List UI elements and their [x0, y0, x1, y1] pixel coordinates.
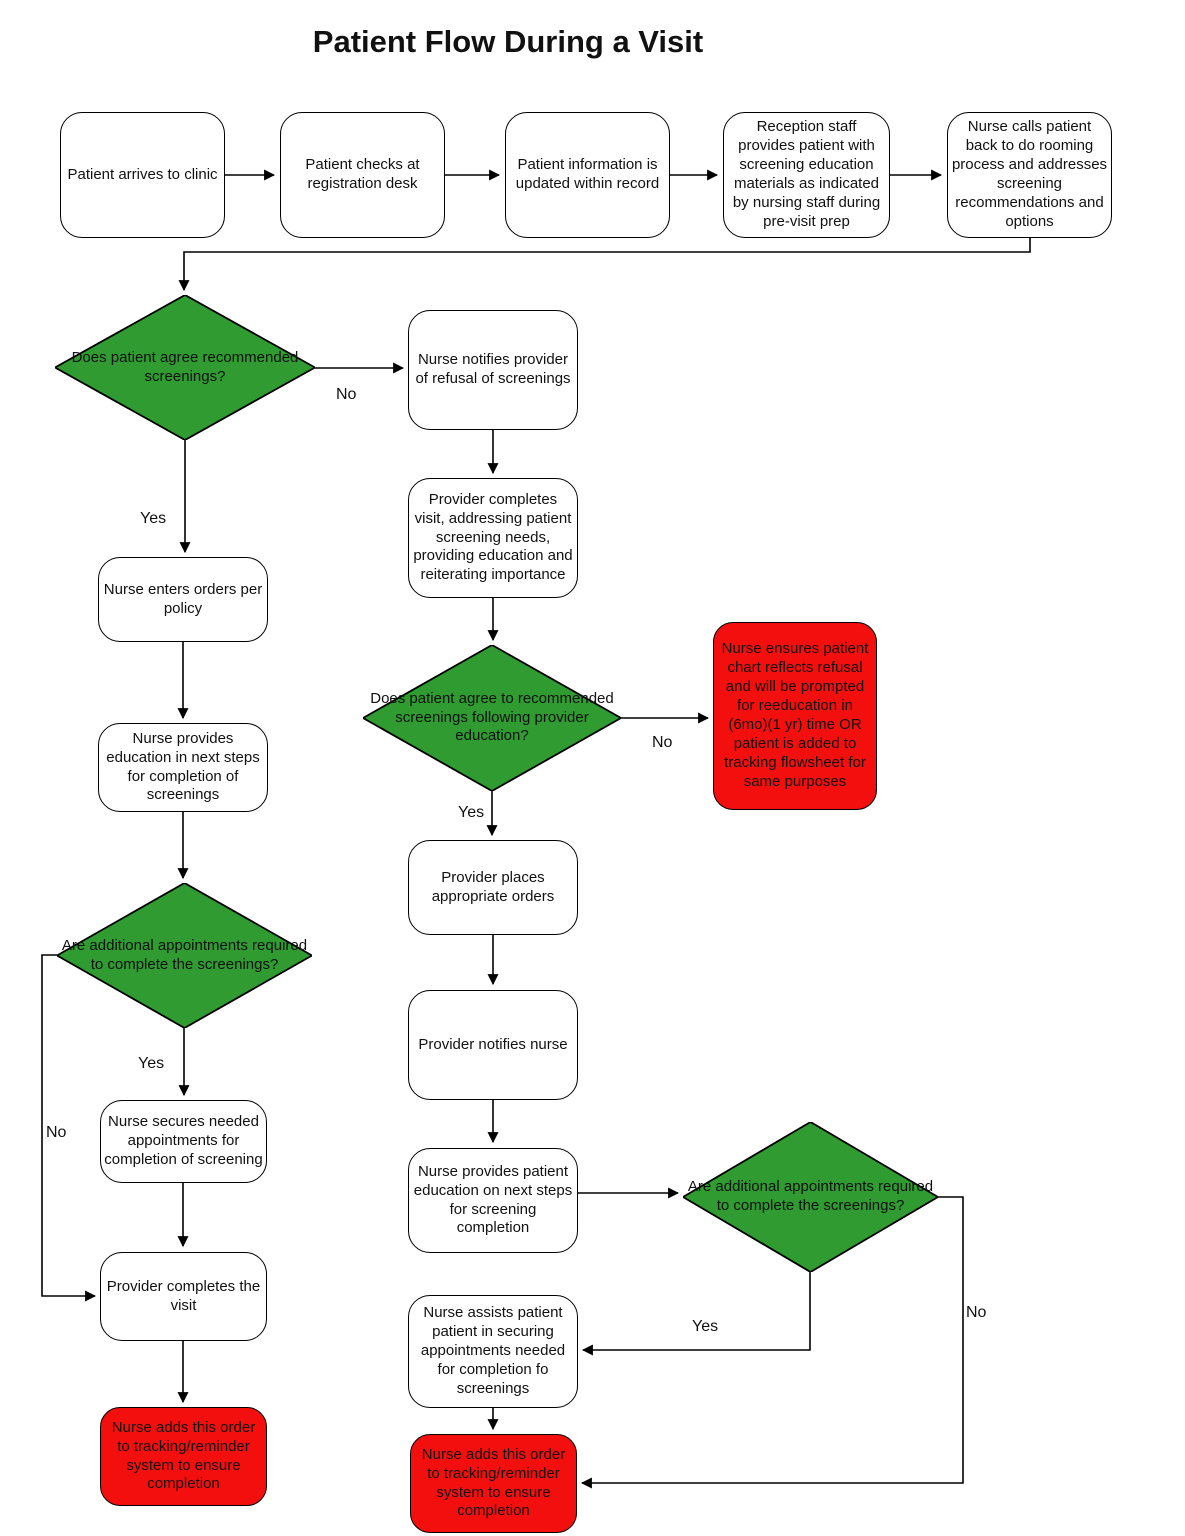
node-provider-completes-addressing: [408, 478, 578, 598]
node-patient-education-center: [408, 1148, 578, 1253]
edge-label-d4-yes: Yes: [692, 1318, 719, 1335]
edge-label-d4-no: No: [966, 1304, 987, 1321]
page-title: Patient Flow During a Visit: [312, 24, 704, 59]
node-label: Provider notifies nurse: [418, 1035, 568, 1053]
decision-additional-appointments-right: [683, 1122, 938, 1272]
node-label: Provider completes visit, addressing patient screening needs, providing education and reiterating importance: [413, 490, 573, 584]
node-label: Nurse ensures patient chart reflects refusal and will be prompted for reeducation in (6mo)(1 yr) time OR patient is added to tracking flowsheet for same purposes: [721, 640, 869, 790]
node-label: Patient arrives to clinic: [67, 165, 218, 183]
node-assists-appointments: [408, 1295, 578, 1408]
node-label: Nurse assists patient patient in securing appointments needed for completion fo screenings: [420, 1304, 566, 1397]
decision-label: Are additional appointments required to complete the screenings?: [61, 936, 308, 973]
edge-label-d3-no: No: [46, 1124, 67, 1141]
node-label: Patient information is updated within record: [515, 156, 660, 192]
node-label: Nurse provides patient education on next steps for screening completion: [413, 1162, 573, 1237]
node-label: Nurse secures needed appointments for completion of screening: [104, 1113, 263, 1168]
node-places-orders: [408, 840, 578, 935]
edge-label-d1-yes: Yes: [140, 510, 167, 527]
edge-label-d3-yes: Yes: [138, 1055, 165, 1072]
node-label: Nurse provides education in next steps for completion of screenings: [106, 729, 260, 804]
decision-label: Are additional appointments required to complete the screenings?: [687, 1178, 934, 1214]
node-enters-orders: [98, 557, 268, 642]
node-label: Provider completes the visit: [106, 1277, 261, 1314]
node-label: Nurse adds this order to tracking/reminder system to ensure completion: [111, 1418, 256, 1493]
decision-agree-after-education: [363, 645, 621, 791]
node-notifies-refusal: [408, 310, 578, 430]
node-label: Nurse enters orders per policy: [103, 580, 263, 617]
node-label: Nurse notifies provider of refusal of screenings: [415, 351, 571, 387]
edge-d4-yes: [583, 1272, 810, 1350]
node-nurse-rooming: [947, 112, 1112, 238]
edge-label-d2-yes: Yes: [458, 804, 485, 821]
node-patient-checks-in: [280, 112, 445, 238]
node-label: Provider places appropriate orders: [431, 868, 555, 905]
node-secures-appointments: [100, 1100, 267, 1183]
decision-label: Does patient agree recommended screenings?: [71, 348, 299, 385]
node-education-next-steps-left: [98, 723, 268, 812]
node-info-updated: [505, 112, 670, 238]
node-label: Reception staff provides patient with screening education materials as indicated by nursing staff during pre-visit prep: [732, 118, 881, 230]
node-provider-notifies-nurse: [408, 990, 578, 1100]
decision-label: Does patient agree to recommended screenings following provider education?: [370, 689, 614, 745]
node-label: Nurse adds this order to tracking/reminder system to ensure completion: [421, 1445, 566, 1520]
edge-rooming-d1: [184, 238, 1030, 290]
node-chart-reflects-refusal: [713, 622, 877, 810]
node-patient-arrives: [60, 112, 225, 238]
edge-label-d1-no: No: [336, 386, 357, 403]
decision-additional-appointments-left: [57, 883, 312, 1028]
edge-label-d2-no: No: [652, 734, 673, 751]
decision-agree-screenings: [55, 295, 315, 440]
node-label: Nurse calls patient back to do rooming process and addresses screening recommendations and options: [951, 118, 1108, 230]
node-tracking-system-left: [100, 1407, 267, 1506]
node-tracking-system-center: [410, 1434, 577, 1533]
node-label: Patient checks at registration desk: [305, 156, 420, 192]
node-reception-materials: [723, 112, 890, 238]
node-provider-completes-visit: [100, 1252, 267, 1341]
